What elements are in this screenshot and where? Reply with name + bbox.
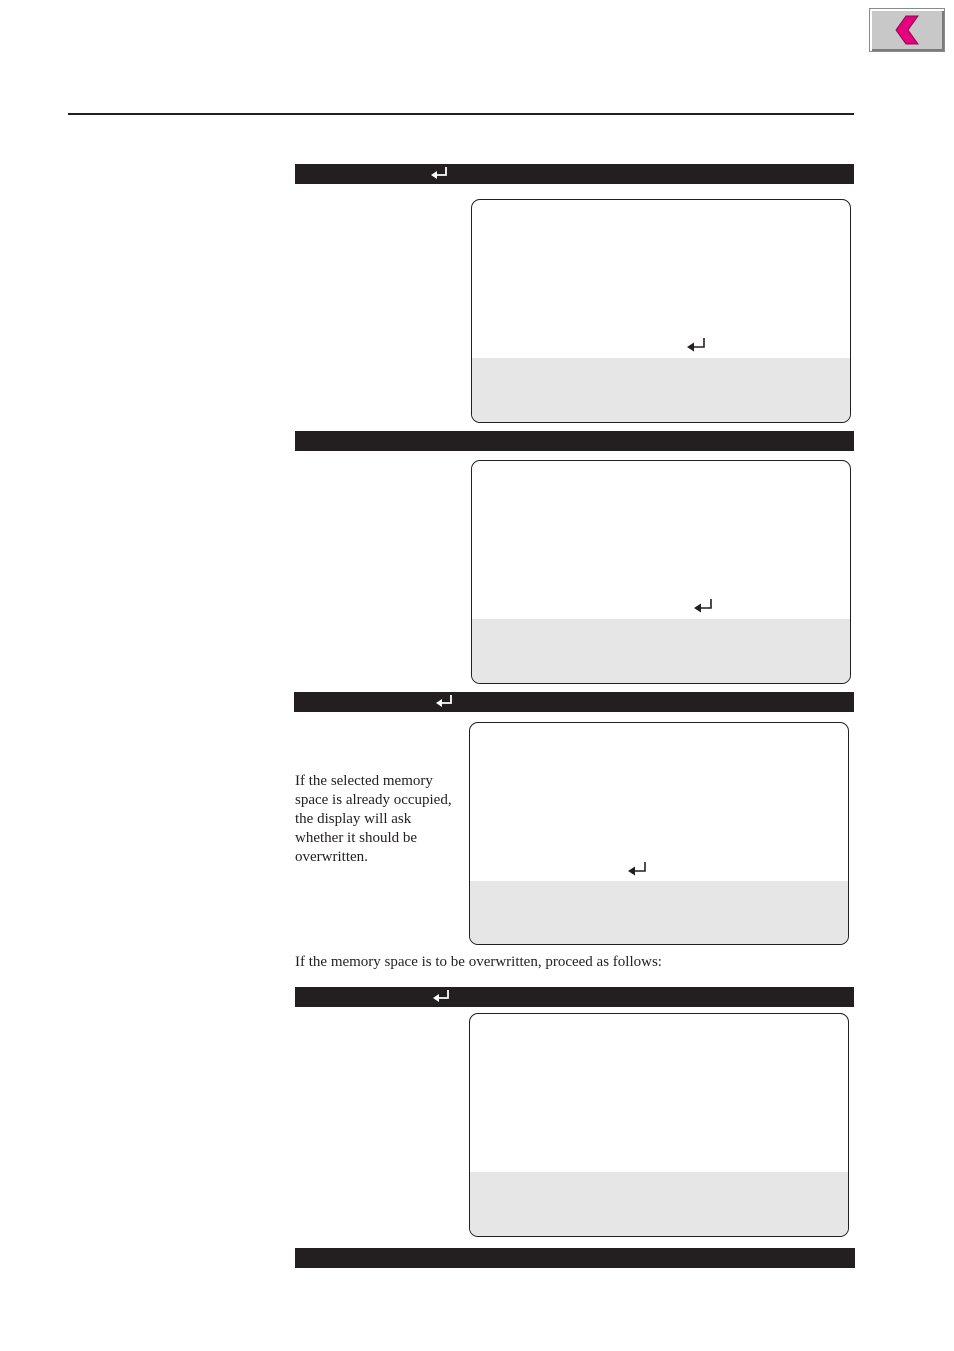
enter-key-icon xyxy=(693,598,715,614)
side-note xyxy=(295,772,467,867)
display-screen-2 xyxy=(471,460,851,684)
side-note-line: space is already occupied, xyxy=(295,792,452,808)
step-bar-2 xyxy=(295,431,854,451)
header-rule xyxy=(68,113,854,115)
display-status-area xyxy=(472,619,850,683)
chevron-left-icon xyxy=(870,9,944,51)
side-note-line: overwritten. xyxy=(295,849,368,865)
enter-key-icon xyxy=(627,861,649,877)
enter-key-icon xyxy=(435,694,455,708)
enter-key-icon xyxy=(430,166,450,180)
step-bar-3 xyxy=(294,692,854,712)
back-button[interactable] xyxy=(869,8,945,52)
step-bar-1 xyxy=(295,164,854,184)
display-screen-3 xyxy=(469,722,849,945)
display-status-area xyxy=(472,358,850,422)
side-note-line: whether it should be xyxy=(295,830,418,846)
display-status-area xyxy=(470,1172,848,1236)
display-screen-4 xyxy=(469,1013,849,1237)
side-note-line: If the selected memory xyxy=(295,773,433,789)
step-bar-4 xyxy=(295,987,854,1007)
enter-key-icon xyxy=(686,337,708,353)
display-screen-1 xyxy=(471,199,851,423)
side-note-line: the display will ask xyxy=(295,811,412,827)
display-status-area xyxy=(470,881,848,944)
instruction-text: If the memory space is to be overwritten, proceed as follows: xyxy=(295,954,662,970)
enter-key-icon xyxy=(432,989,452,1003)
step-bar-5 xyxy=(295,1248,855,1268)
